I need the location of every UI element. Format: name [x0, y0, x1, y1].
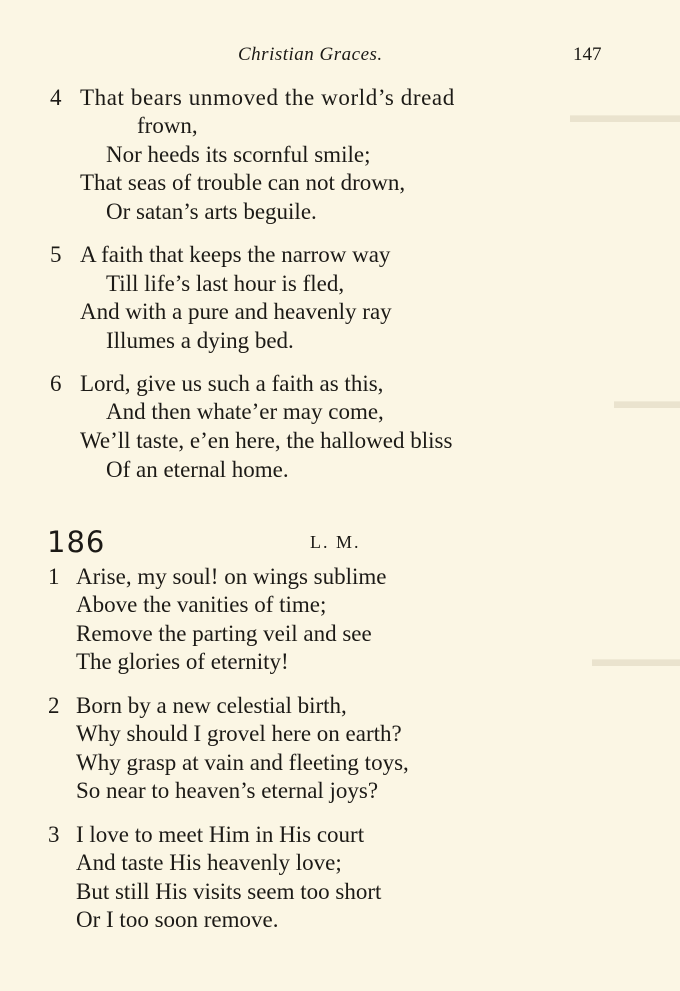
- show-through-decoration: ▬▬▬: [614, 388, 680, 413]
- verse-line: But still His visits seem too short: [76, 879, 382, 904]
- verse-line: Lord, give us such a faith as this,: [80, 371, 384, 396]
- verse-line: Above the vanities of time;: [76, 592, 327, 617]
- verse-line: Remove the parting veil and see: [76, 621, 372, 646]
- show-through-decoration: ▬▬▬▬: [592, 646, 680, 671]
- verse-line: Or satan’s arts beguile.: [106, 199, 317, 224]
- stanza-number: 6: [50, 371, 62, 396]
- verse-line: Nor heeds its scornful smile;: [106, 142, 371, 167]
- running-title: Christian Graces.: [238, 44, 383, 65]
- show-through-decoration: ▬▬▬▬▬: [570, 102, 680, 127]
- verse-line: Why grasp at vain and fleeting toys,: [76, 750, 409, 775]
- stanza-number: 3: [48, 822, 60, 847]
- verse-line: And then whate’er may come,: [106, 399, 384, 424]
- stanza-number: 2: [48, 693, 60, 718]
- verse-line: So near to heaven’s eternal joys?: [76, 778, 379, 803]
- hymn-meter: L. M.: [310, 532, 361, 552]
- page-number: 147: [573, 44, 602, 65]
- verse-line: frown,: [137, 113, 198, 138]
- stanza-number: 5: [50, 242, 62, 267]
- verse-line: That seas of trouble can not drown,: [80, 170, 406, 195]
- verse-line: Illumes a dying bed.: [106, 328, 294, 353]
- verse-line: Arise, my soul! on wings sublime: [76, 564, 387, 589]
- verse-line: And taste His heavenly love;: [76, 850, 342, 875]
- verse-line: A faith that keeps the narrow way: [80, 242, 391, 267]
- verse-line: Why should I grovel here on earth?: [76, 721, 402, 746]
- verse-line: That bears unmoved the world’s dread: [80, 85, 455, 110]
- verse-line: Till life’s last hour is fled,: [106, 271, 345, 296]
- stanza-number: 1: [48, 564, 60, 589]
- verse-line: Or I too soon remove.: [76, 907, 279, 932]
- verse-line: We’ll taste, e’en here, the hallowed bliss: [80, 428, 453, 453]
- hymn-number: 186: [47, 525, 106, 559]
- verse-line: I love to meet Him in His court: [76, 822, 365, 847]
- verse-line: And with a pure and heavenly ray: [80, 299, 392, 324]
- stanza-number: 4: [50, 85, 62, 110]
- verse-line: Born by a new celestial birth,: [76, 693, 347, 718]
- verse-line: The glories of eternity!: [76, 649, 289, 674]
- verse-line: Of an eternal home.: [106, 457, 289, 482]
